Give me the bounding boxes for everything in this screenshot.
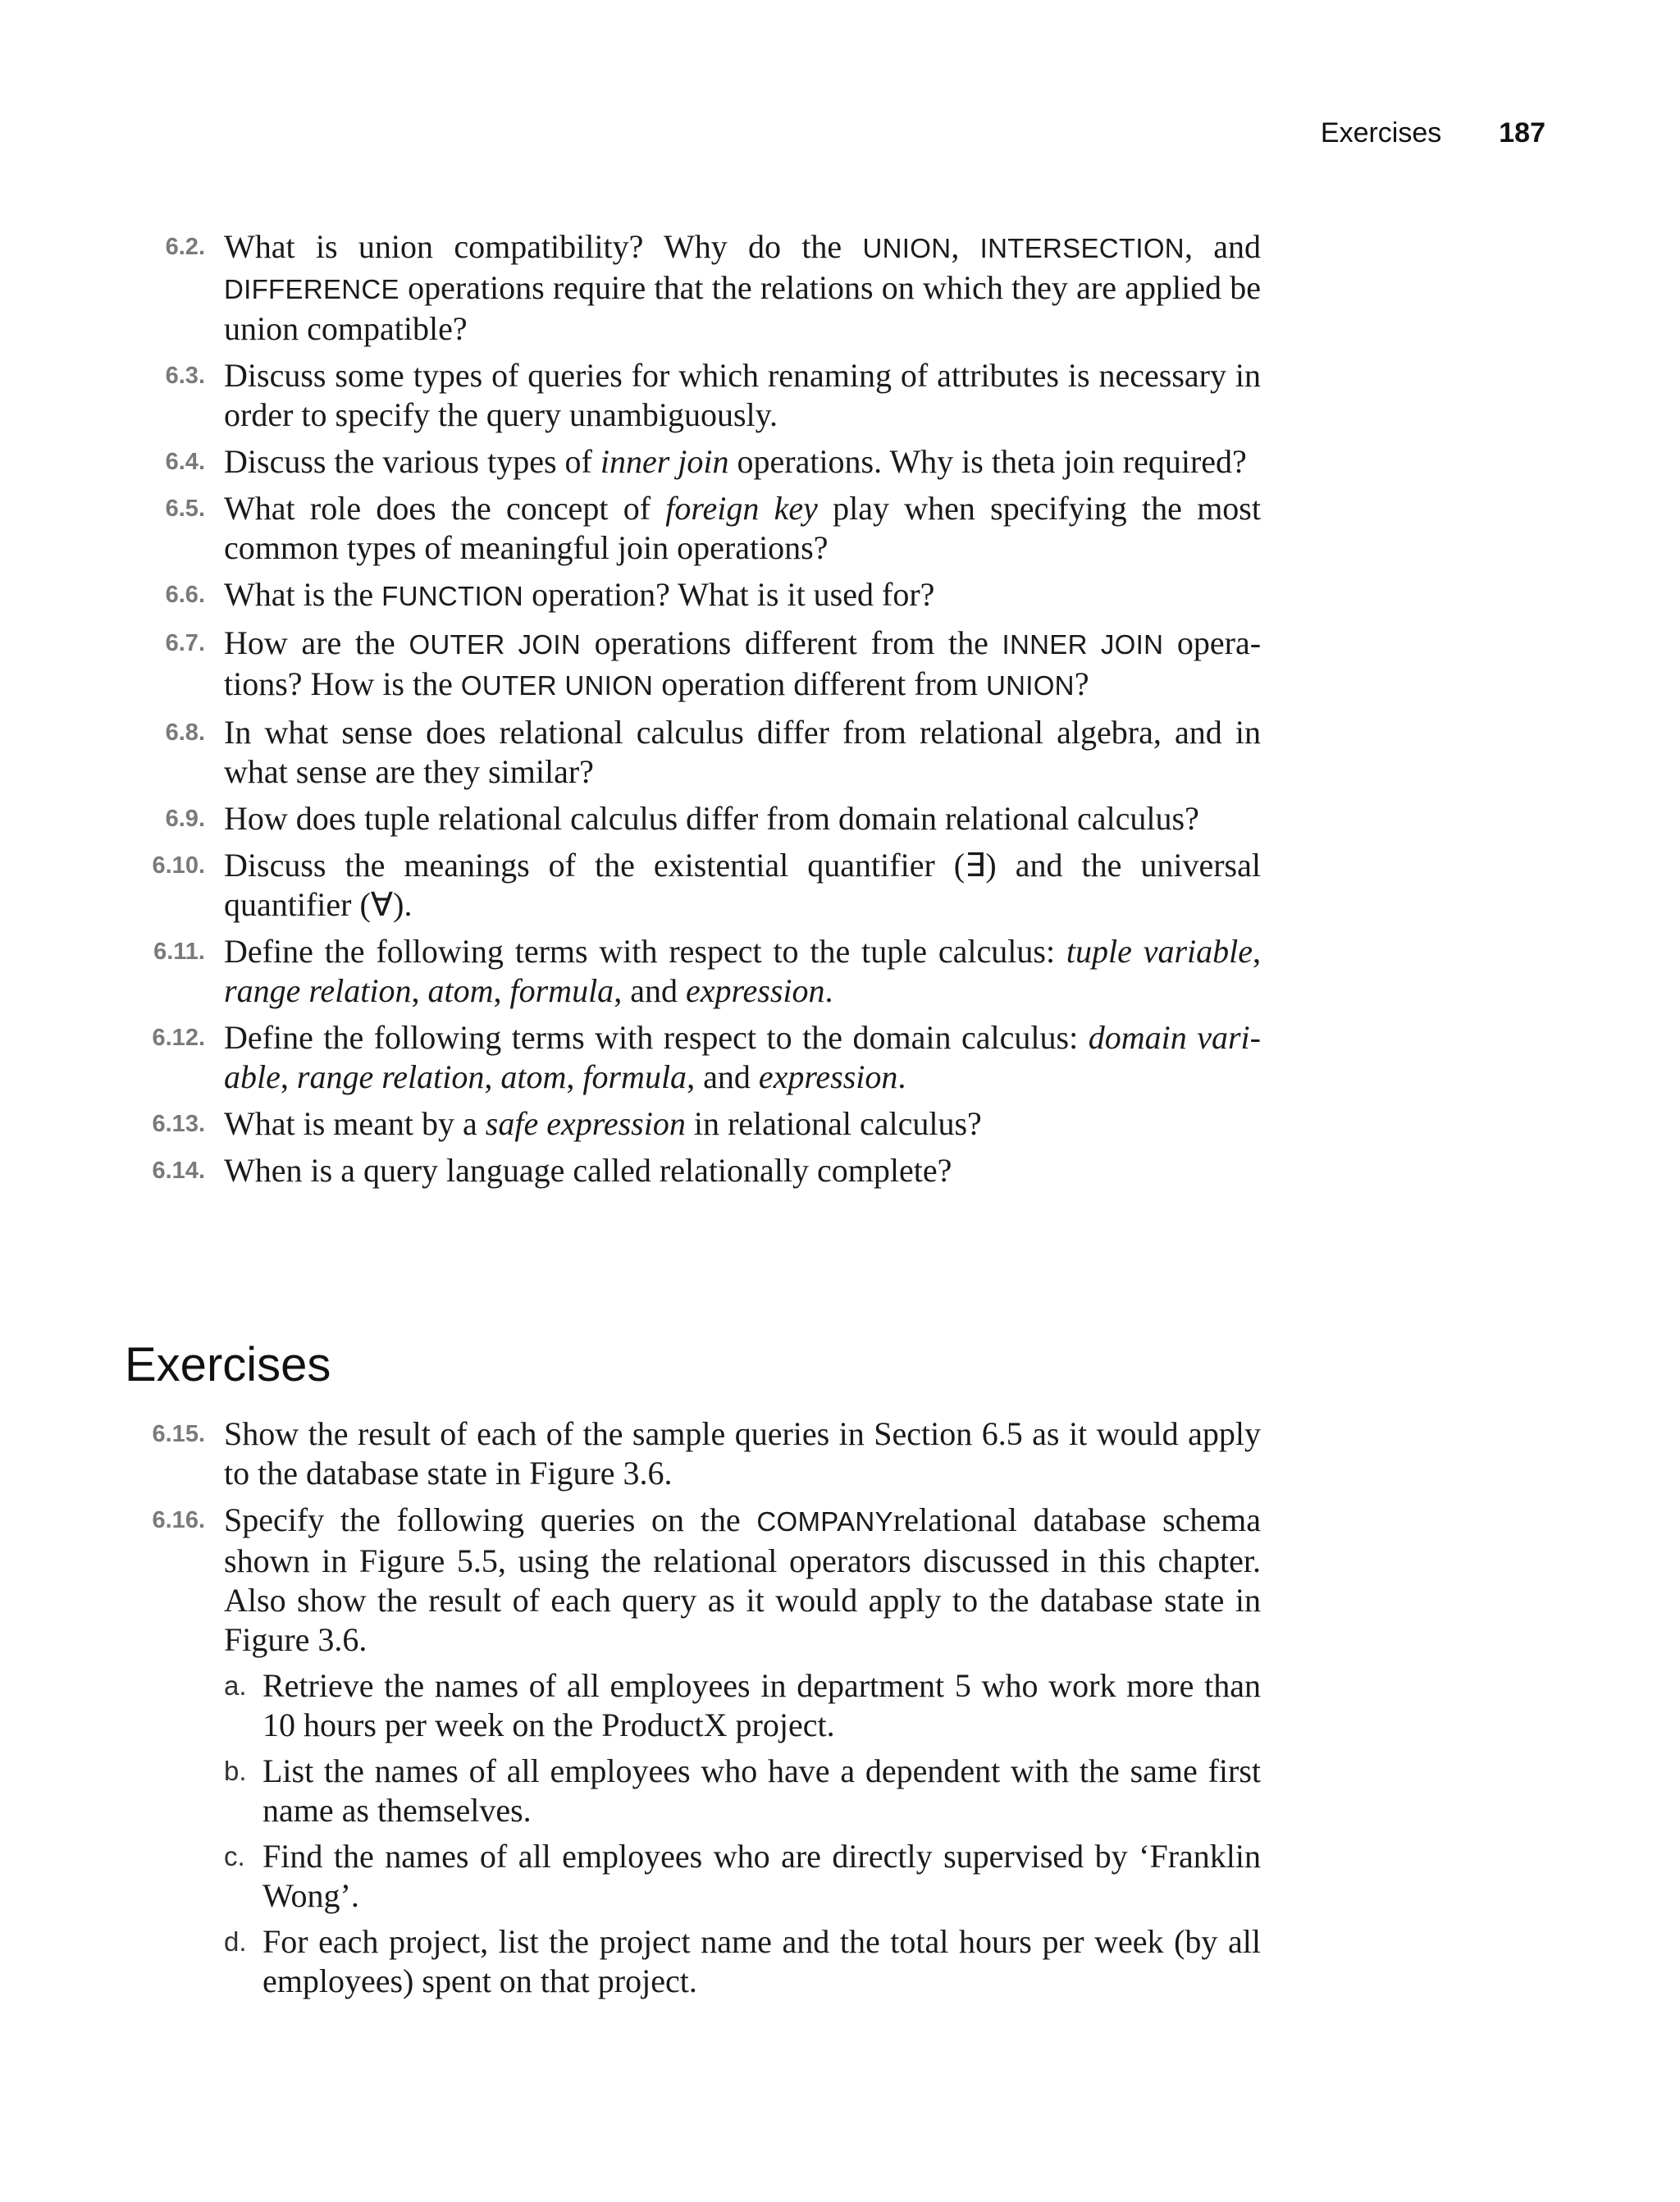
text-run: How does tuple relational calculus differ from domain relational calculus? xyxy=(224,800,1199,837)
question-number: 6.4. xyxy=(165,449,205,475)
question-text xyxy=(224,1018,1261,1097)
running-head-title: Exercises xyxy=(1320,117,1442,148)
question-text xyxy=(224,1151,1261,1190)
question-number: 6.14. xyxy=(152,1158,205,1184)
question-text xyxy=(224,1414,1261,1493)
question-text xyxy=(224,227,1261,349)
question-item xyxy=(0,227,1680,349)
question-item xyxy=(0,799,1680,838)
text-run: What is the xyxy=(224,576,382,613)
text-run: Define the following terms with respect to the domain calculus: xyxy=(224,1019,1089,1056)
text-run: , xyxy=(411,972,428,1009)
italic-term: safe expression xyxy=(485,1105,686,1142)
text-run: , xyxy=(566,1058,583,1095)
text-run: , xyxy=(1253,933,1261,970)
question-item xyxy=(0,1151,1680,1190)
question-text xyxy=(224,356,1261,435)
text-run: , and xyxy=(1184,228,1261,265)
question-text xyxy=(224,932,1261,1011)
text-run: operations. Why is theta join required? xyxy=(728,443,1247,480)
text-run: relational database schema shown in Figure 5.5, using the relational operators discussed in this chapter. Also show the result of each query as it would apply to the database state in Figure 3.6. xyxy=(224,1501,1262,1658)
question-number: 6.10. xyxy=(152,852,205,879)
text-run: operations different from the xyxy=(580,624,1002,661)
sub-question-item xyxy=(0,1922,1680,2001)
text-run: ? xyxy=(1074,665,1089,702)
text-run: Specify the following queries on the xyxy=(224,1501,757,1538)
sub-question-list xyxy=(0,1666,1680,2001)
question-number: 6.11. xyxy=(153,939,205,965)
question-item xyxy=(0,356,1680,435)
question-text xyxy=(224,799,1261,838)
text-run: , xyxy=(493,972,510,1009)
sub-question-label: a. xyxy=(224,1670,247,1701)
text-run: Discuss the various types of xyxy=(224,443,600,480)
question-number: 6.7. xyxy=(165,630,205,656)
sub-question-label: b. xyxy=(224,1756,247,1786)
text-run: Discuss some types of queries for which renaming of attributes is necessary in order to specify the query unambiguously. xyxy=(224,357,1261,433)
sub-question-text: List the names of all employees who have a dependent with the same first name as themselves. xyxy=(262,1752,1261,1829)
operator-keyword: OUTER UNION xyxy=(460,670,654,701)
operator-keyword: OUTER JOIN xyxy=(409,629,581,660)
text-run: In what sense does relational calculus differ from relational algebra, and in what sense are they similar? xyxy=(224,714,1261,790)
text-run: , and xyxy=(614,972,686,1009)
question-text xyxy=(224,1104,1261,1144)
running-head xyxy=(1321,117,1545,158)
text-run: operations require that the relations on which they are applied be union compatible? xyxy=(224,269,1261,347)
text-run: Discuss the meanings of the existential quantifier (∃) and the universal quantifier (∀). xyxy=(224,847,1261,923)
operator-keyword: INNER JOIN xyxy=(1002,629,1164,660)
exercises-heading: Exercises xyxy=(125,1338,331,1391)
text-run: , xyxy=(280,1058,297,1095)
text-run: What role does the concept of xyxy=(224,490,666,527)
text-run: What is meant by a xyxy=(224,1105,486,1142)
question-text xyxy=(224,442,1261,482)
text-run: What is union compatibility? Why do the xyxy=(224,228,863,265)
italic-term: range relation xyxy=(296,1058,485,1095)
question-number: 6.6. xyxy=(165,582,205,608)
text-run: operation different from xyxy=(653,665,986,702)
question-number: 6.16. xyxy=(152,1507,205,1533)
question-item xyxy=(0,1104,1680,1144)
text-run: , xyxy=(951,228,980,265)
operator-keyword: COMPANY xyxy=(756,1506,893,1537)
text-run: opera-tions? How is the xyxy=(224,624,1262,702)
question-item xyxy=(0,489,1680,568)
sub-question-text: Retrieve the names of all employees in department 5 who work more than 10 hours per week on the ProductX project. xyxy=(262,1667,1261,1743)
italic-term: formula xyxy=(582,1058,687,1095)
question-item xyxy=(0,846,1680,925)
question-text xyxy=(224,489,1261,568)
question-item xyxy=(0,1414,1680,1493)
text-run: . xyxy=(824,972,833,1009)
sub-question-text: For each project, list the project name and the total hours per week (by all employees) spent on that project. xyxy=(262,1923,1261,1999)
question-item xyxy=(0,442,1680,482)
question-number: 6.5. xyxy=(165,496,205,522)
question-number: 6.3. xyxy=(165,363,205,389)
question-number: 6.9. xyxy=(165,806,205,832)
text-run: , xyxy=(484,1058,501,1095)
text-run: When is a query language called relationally complete? xyxy=(224,1152,952,1189)
sub-question-item xyxy=(0,1752,1680,1830)
italic-term: expression xyxy=(758,1058,898,1095)
question-number: 6.8. xyxy=(165,720,205,746)
question-text xyxy=(224,575,1261,616)
exercises-list xyxy=(0,1414,1680,2008)
italic-term: foreign key xyxy=(665,490,818,527)
operator-keyword: UNION xyxy=(985,670,1075,701)
italic-term: range relation xyxy=(224,972,412,1009)
question-text xyxy=(224,624,1261,706)
text-run: Show the result of each of the sample queries in Section 6.5 as it would apply to the database state in Figure 3.6. xyxy=(224,1415,1261,1492)
question-number: 6.13. xyxy=(152,1111,205,1137)
sub-question-item xyxy=(0,1666,1680,1745)
question-text xyxy=(224,846,1261,925)
italic-term: domain vari-able xyxy=(224,1019,1261,1095)
page-number: 187 xyxy=(1499,117,1545,148)
question-item xyxy=(0,1501,1680,2001)
operator-keyword: FUNCTION xyxy=(381,581,524,611)
italic-term: atom xyxy=(500,1058,567,1095)
operator-keyword: UNION xyxy=(862,233,952,263)
sub-question-label: d. xyxy=(224,1926,247,1957)
question-number: 6.15. xyxy=(152,1421,205,1447)
italic-term: atom xyxy=(427,972,494,1009)
operator-keyword: DIFFERENCE xyxy=(224,274,399,304)
italic-term: inner join xyxy=(600,443,729,480)
sub-question-text: Find the names of all employees who are directly supervised by ‘Franklin Wong’. xyxy=(262,1838,1261,1914)
text-run: operation? What is it used for? xyxy=(523,576,935,613)
question-number: 6.2. xyxy=(165,234,205,260)
review-questions-list xyxy=(0,227,1680,1198)
question-item xyxy=(0,1018,1680,1097)
text-run: , and xyxy=(687,1058,759,1095)
question-item xyxy=(0,932,1680,1011)
sub-question-label: c. xyxy=(224,1841,245,1871)
text-run: How are the xyxy=(224,624,409,661)
text-run: Define the following terms with respect to the tuple calculus: xyxy=(224,933,1066,970)
text-run: play when specifying the most common types of meaningful join operations? xyxy=(224,490,1261,566)
question-text xyxy=(224,1501,1261,1660)
italic-term: tuple variable xyxy=(1066,933,1253,970)
question-text xyxy=(224,713,1261,792)
italic-term: expression xyxy=(685,972,825,1009)
italic-term: formula xyxy=(509,972,614,1009)
text-run: in relational calculus? xyxy=(685,1105,982,1142)
question-number: 6.12. xyxy=(152,1025,205,1051)
question-item xyxy=(0,624,1680,706)
question-item xyxy=(0,713,1680,792)
question-item xyxy=(0,575,1680,616)
text-run: . xyxy=(897,1058,906,1095)
sub-question-item xyxy=(0,1837,1680,1916)
operator-keyword: INTERSECTION xyxy=(979,233,1185,263)
